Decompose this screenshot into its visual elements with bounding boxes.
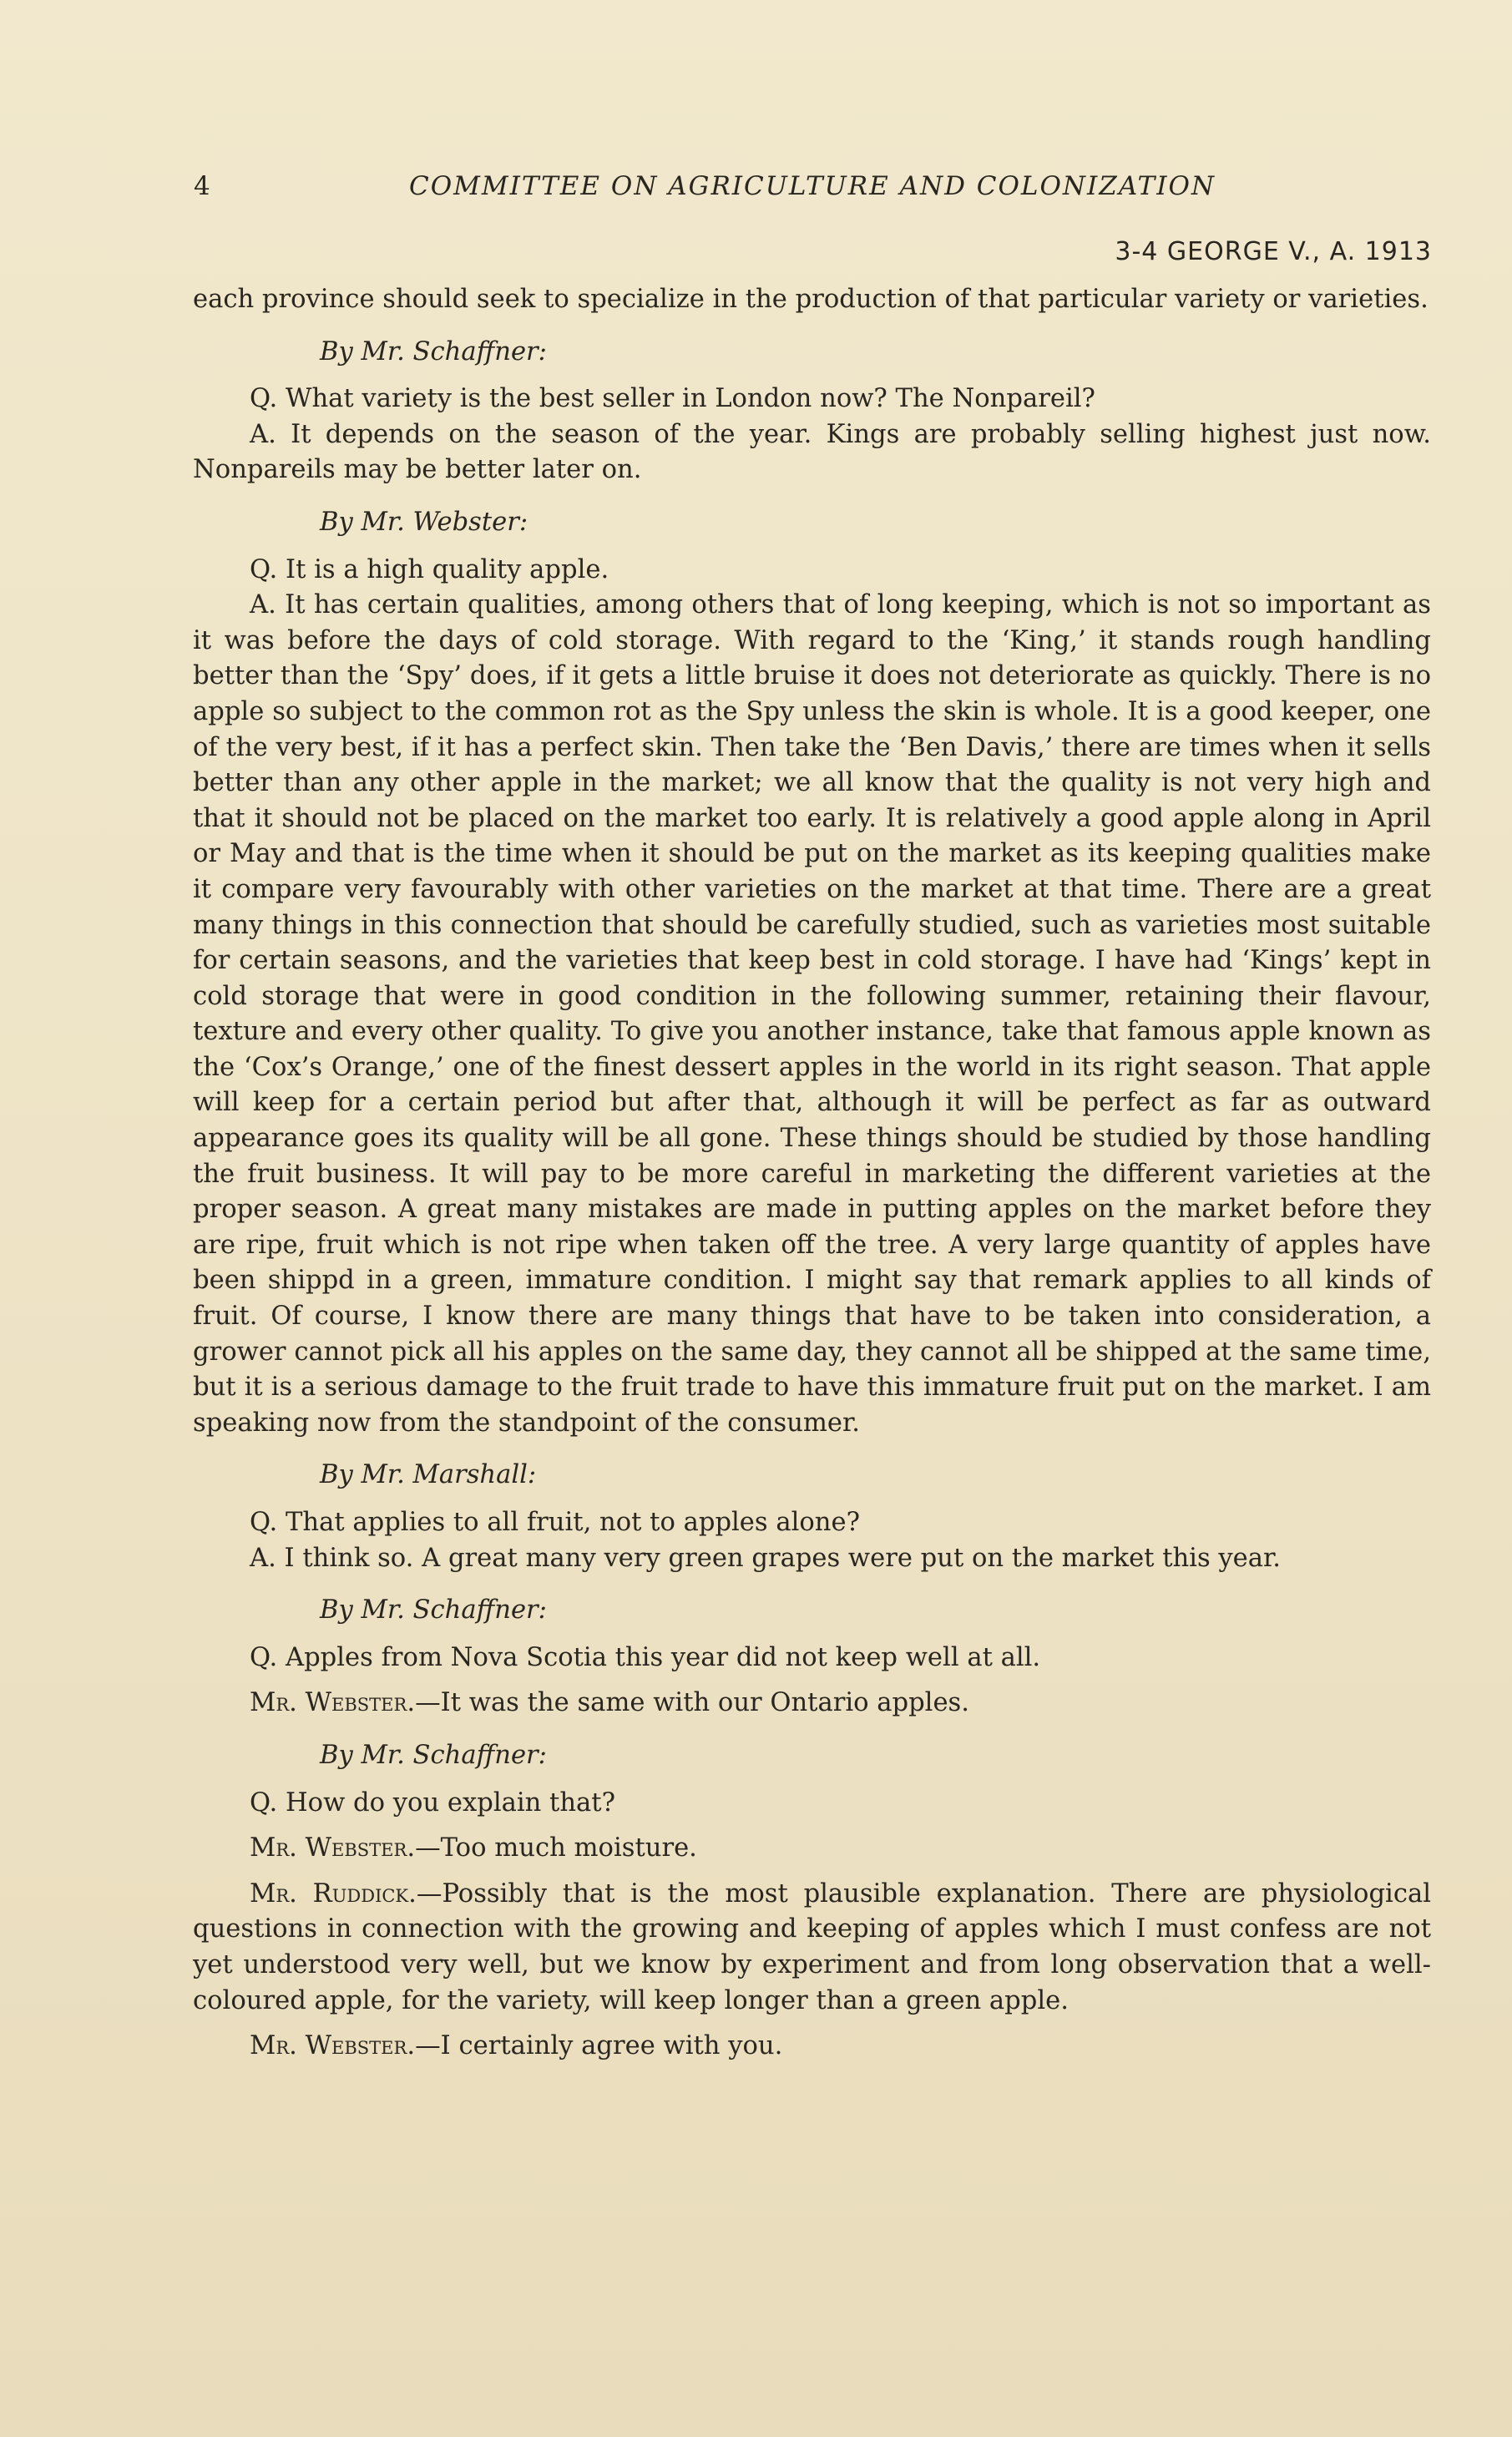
spacer [193,1867,1431,1877]
examiner-heading: By Mr. Schaffner: [320,1740,547,1770]
examiner-heading: By Mr. Marshall: [320,1460,537,1490]
remark-text: —Too much moisture. [415,1833,697,1863]
examiner-heading: By Mr. Schaffner: [320,1595,547,1626]
speaker-name: Mr. Ruddick. [250,1878,417,1909]
remark-text: —Possibly that is the most plausible explanation. There are physiological questions in connection with the growing and keeping of apples which I must confess are not yet understood very well, but we know by experiment and from long observation that a well-coloured apple, for the variety, will keep longer than a green apple. [193,1878,1431,2015]
question: Q. What variety is the best seller in London now? The Nonpareil? [250,384,1095,414]
examiner-heading: By Mr. Schaffner: [320,336,547,367]
running-title: COMMITTEE ON AGRICULTURE AND COLONIZATION [409,171,1216,201]
paragraph: each province should seek to specialize in the production of that particular variety or varieties. [193,285,1429,314]
document-body [193,282,1431,2065]
spacer [193,2019,1431,2029]
speaker-name: Mr. Webster. [250,1833,416,1863]
speaker-remark [193,1877,1431,2019]
spacer [193,1676,1431,1686]
question: Q. Apples from Nova Scotia this year did not keep well at all. [250,1642,1041,1672]
answer: A. It depends on the season of the year. Kings are probably selling highest just now. Nonpareils may be better later on. [193,419,1431,485]
speaker-remark [193,1831,1431,1867]
page-header [194,171,1431,201]
speaker-name: Mr. Webster. [250,1688,416,1718]
question: Q. That applies to all fruit, not to apples alone? [250,1508,860,1537]
remark-text: —It was the same with our Ontario apples. [415,1688,969,1718]
speaker-remark [193,2029,1431,2065]
session-label: 3-4 GEORGE V., A. 1913 [1115,237,1432,266]
answer: A. It has certain qualities, among others that of long keeping, which is not so important as it was before the days of cold storage. With regard to the ‘King,’ it stands rough handling better than the ‘Spy’ does, if it gets a little bruise it does not deteriorate as quickly. There is no apple so subject to the common rot as the Spy unless the skin is whole. It is a good keeper, one of the very best, if it has a perfect skin. Then take the ‘Ben Davis,’ there are times when it sells better than any other apple in the market; we all know that the quality is not very high and that it should not be placed on the market too early. It is relatively a good apple along in April or May and that is the time when it should be put on the market as its keeping qualities make it compare very favourably with other varieties on the market at that time. There are a great many things in this connection that should be carefully studied, such as varieties most suitable for certain seasons, and the varieties that keep best in cold storage. I have had ‘Kings’ kept in cold storage that were in good condition in the following summer, retaining their flavour, texture and every other quality. To give you another instance, take that famous apple known as the ‘Cox’s Orange,’ one of the finest dessert apples in the world in its right season. That apple will keep for a certain period but after that, although it will be perfect as far as outward appearance goes its quality will be all gone. These things should be studied by those handling the fruit business. It will pay to be more careful in marketing the different varieties at the proper season. A great many mistakes are made in putting apples on the market before they are ripe, fruit which is not ripe when taken off the tree. A very large quantity of apples have been shippd in a green, immature condition. I might say that remark applies to all kinds of fruit. Of course, I know there are many things that have to be taken into consideration, a grower cannot pick all his apples on the same day, they cannot all be shipped at the same time, but it is a serious damage to the fruit trade to have this immature fruit put on the market. I am speaking now from the standpoint of the consumer. [193,590,1431,1438]
question: Q. How do you explain that? [250,1787,615,1818]
question: Q. It is a high quality apple. [250,554,609,584]
answer: A. I think so. A great many very green grapes were put on the market this year. [250,1543,1282,1573]
examiner-heading: By Mr. Webster: [320,507,528,537]
page-number: 4 [194,171,210,201]
spacer [193,1821,1431,1831]
remark-text: —I certainly agree with you. [415,2031,783,2061]
speaker-remark [193,1686,1431,1722]
speaker-name: Mr. Webster. [250,2031,416,2061]
